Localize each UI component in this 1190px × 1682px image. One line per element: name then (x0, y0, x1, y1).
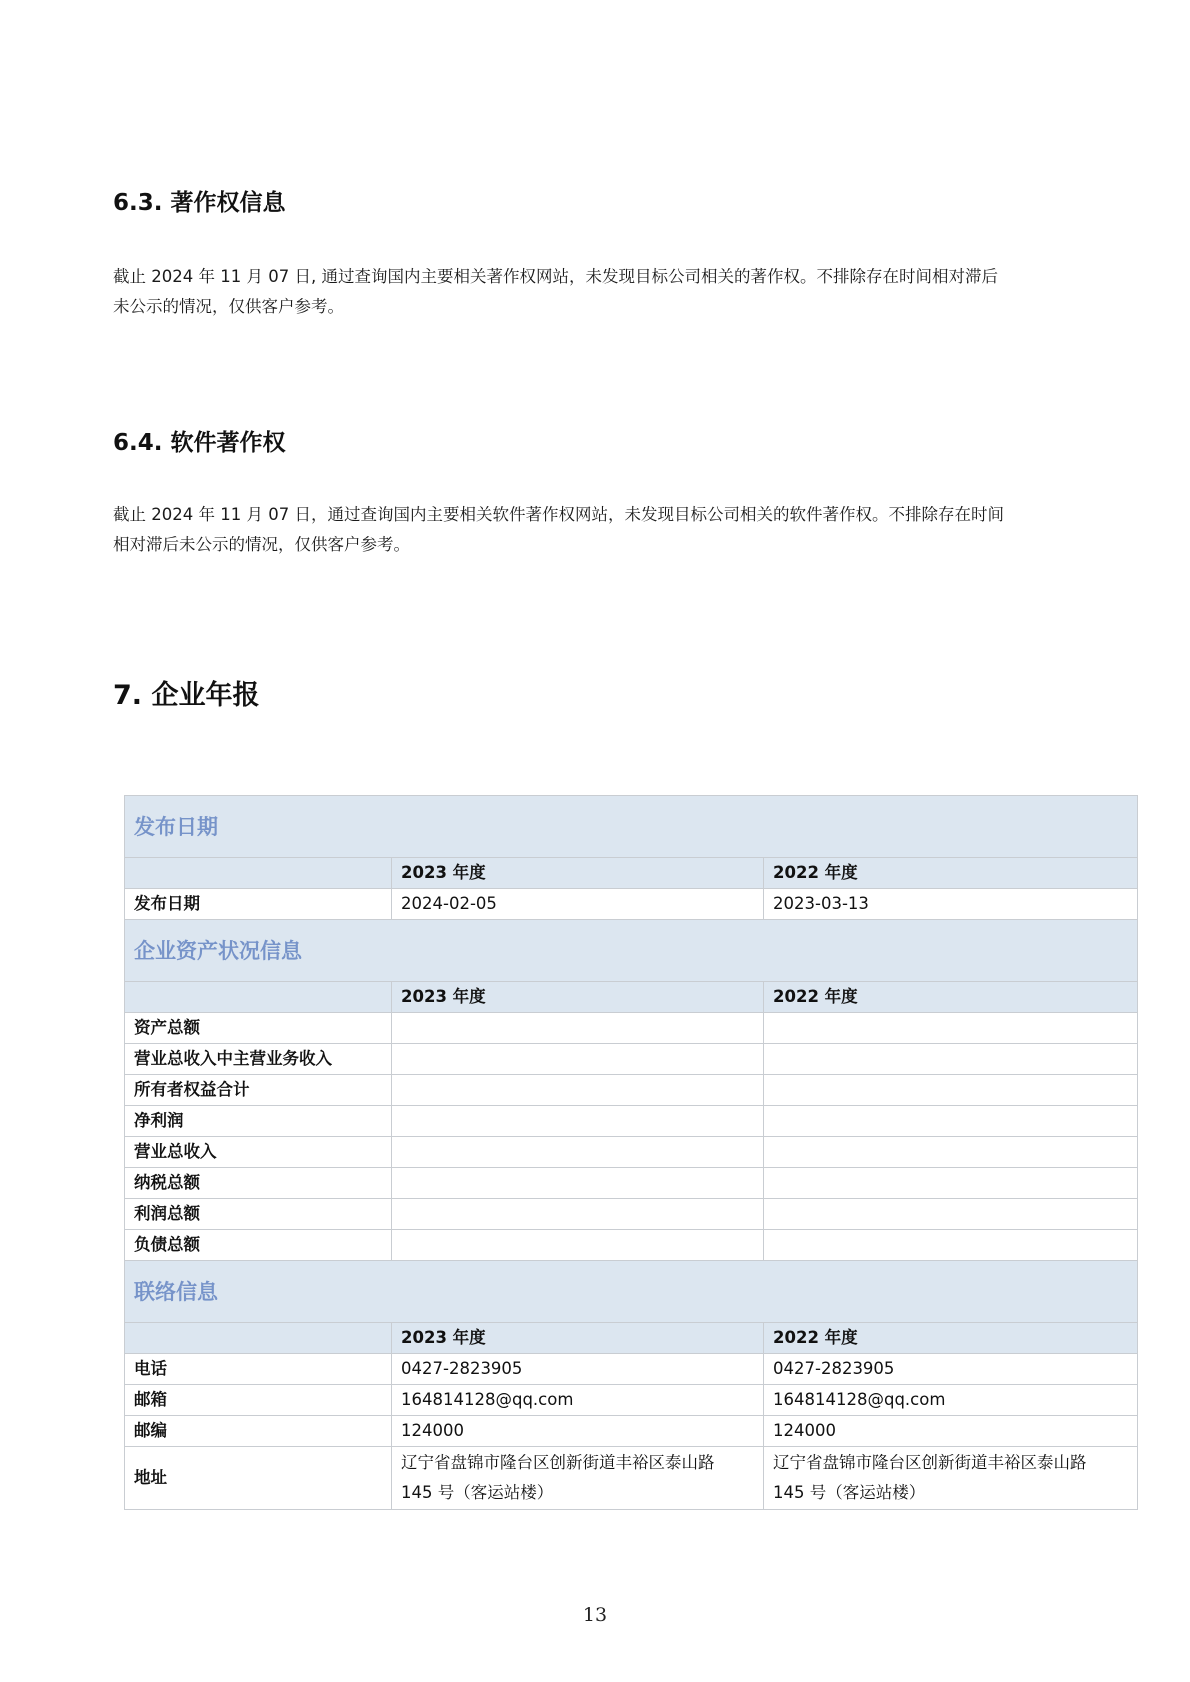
address-line: 145 号（客运站楼） (401, 1483, 554, 1502)
cell-2023 (392, 1230, 764, 1261)
heading-copyright-info: 6.3. 著作权信息 (113, 190, 286, 216)
table-row (125, 1385, 1138, 1416)
cell-2022: 164814128@qq.com (764, 1385, 1138, 1416)
table-row (125, 1106, 1138, 1137)
cell-2023 (392, 1447, 764, 1510)
heading-annual-report: 7. 企业年报 (113, 680, 260, 711)
section-title: 联络信息 (125, 1261, 1138, 1323)
row-label: 地址 (125, 1447, 392, 1510)
table-row (125, 1013, 1138, 1044)
year-header: 2023 年度 (392, 858, 764, 889)
cell-2023: 124000 (392, 1416, 764, 1447)
paragraph-line: 截止 2024 年 11 月 07 日, 通过查询国内主要相关著作权网站，未发现目标公司相关的著作权。不排除存在时间相对滞后 (113, 267, 998, 286)
year-header-blank (125, 982, 392, 1013)
row-label: 净利润 (125, 1106, 392, 1137)
cell-2022: 0427-2823905 (764, 1354, 1138, 1385)
paragraph-line: 相对滞后未公示的情况，仅供客户参考。 (113, 535, 410, 554)
year-header-row (125, 858, 1138, 889)
paragraph-copyright-info (113, 262, 1103, 322)
cell-2023 (392, 1199, 764, 1230)
address-line: 辽宁省盘锦市隆台区创新街道丰裕区泰山路 (773, 1453, 1087, 1472)
year-header-row (125, 1323, 1138, 1354)
table-row (125, 1168, 1138, 1199)
table-row (125, 1354, 1138, 1385)
paragraph-software-copyright (113, 500, 1103, 560)
cell-2023 (392, 1075, 764, 1106)
cell-2022 (764, 1137, 1138, 1168)
cell-2022 (764, 1168, 1138, 1199)
section-title: 发布日期 (125, 796, 1138, 858)
section-header-assets (125, 920, 1138, 982)
address-line: 辽宁省盘锦市隆台区创新街道丰裕区泰山路 (401, 1453, 715, 1472)
section-title: 企业资产状况信息 (125, 920, 1138, 982)
cell-2022: 2023-03-13 (764, 889, 1138, 920)
cell-2023 (392, 1168, 764, 1199)
cell-2022 (764, 1075, 1138, 1106)
table-row-address (125, 1447, 1138, 1510)
year-header: 2022 年度 (764, 858, 1138, 889)
cell-2023 (392, 1137, 764, 1168)
row-label: 邮编 (125, 1416, 392, 1447)
year-header: 2022 年度 (764, 1323, 1138, 1354)
cell-2023: 0427-2823905 (392, 1354, 764, 1385)
page-number: 13 (582, 1604, 608, 1626)
cell-2023: 2024-02-05 (392, 889, 764, 920)
table-row (125, 889, 1138, 920)
table-row (125, 1137, 1138, 1168)
row-label: 电话 (125, 1354, 392, 1385)
cell-2023: 164814128@qq.com (392, 1385, 764, 1416)
cell-2022 (764, 1447, 1138, 1510)
address-line: 145 号（客运站楼） (773, 1483, 926, 1502)
row-label: 负债总额 (125, 1230, 392, 1261)
section-header-publish (125, 796, 1138, 858)
paragraph-line: 未公示的情况，仅供客户参考。 (113, 297, 344, 316)
row-label: 邮箱 (125, 1385, 392, 1416)
table-row (125, 1199, 1138, 1230)
row-label: 营业总收入 (125, 1137, 392, 1168)
table-row (125, 1230, 1138, 1261)
row-label: 利润总额 (125, 1199, 392, 1230)
section-header-contact (125, 1261, 1138, 1323)
cell-2022 (764, 1044, 1138, 1075)
year-header-blank (125, 1323, 392, 1354)
year-header-blank (125, 858, 392, 889)
table-row (125, 1075, 1138, 1106)
cell-2023 (392, 1044, 764, 1075)
year-header: 2022 年度 (764, 982, 1138, 1013)
heading-software-copyright: 6.4. 软件著作权 (113, 430, 286, 456)
row-label: 所有者权益合计 (125, 1075, 392, 1106)
table-row (125, 1044, 1138, 1075)
year-header: 2023 年度 (392, 982, 764, 1013)
row-label: 发布日期 (125, 889, 392, 920)
cell-2022 (764, 1013, 1138, 1044)
paragraph-line: 截止 2024 年 11 月 07 日，通过查询国内主要相关软件著作权网站，未发现目标公司相关的软件著作权。不排除存在时间 (113, 505, 1004, 524)
row-label: 资产总额 (125, 1013, 392, 1044)
cell-2022 (764, 1106, 1138, 1137)
year-header-row (125, 982, 1138, 1013)
cell-2022 (764, 1199, 1138, 1230)
annual-report-table (124, 795, 1138, 1510)
table-row (125, 1416, 1138, 1447)
cell-2022 (764, 1230, 1138, 1261)
year-header: 2023 年度 (392, 1323, 764, 1354)
cell-2022: 124000 (764, 1416, 1138, 1447)
row-label: 营业总收入中主营业务收入 (125, 1044, 392, 1075)
cell-2023 (392, 1106, 764, 1137)
row-label: 纳税总额 (125, 1168, 392, 1199)
cell-2023 (392, 1013, 764, 1044)
